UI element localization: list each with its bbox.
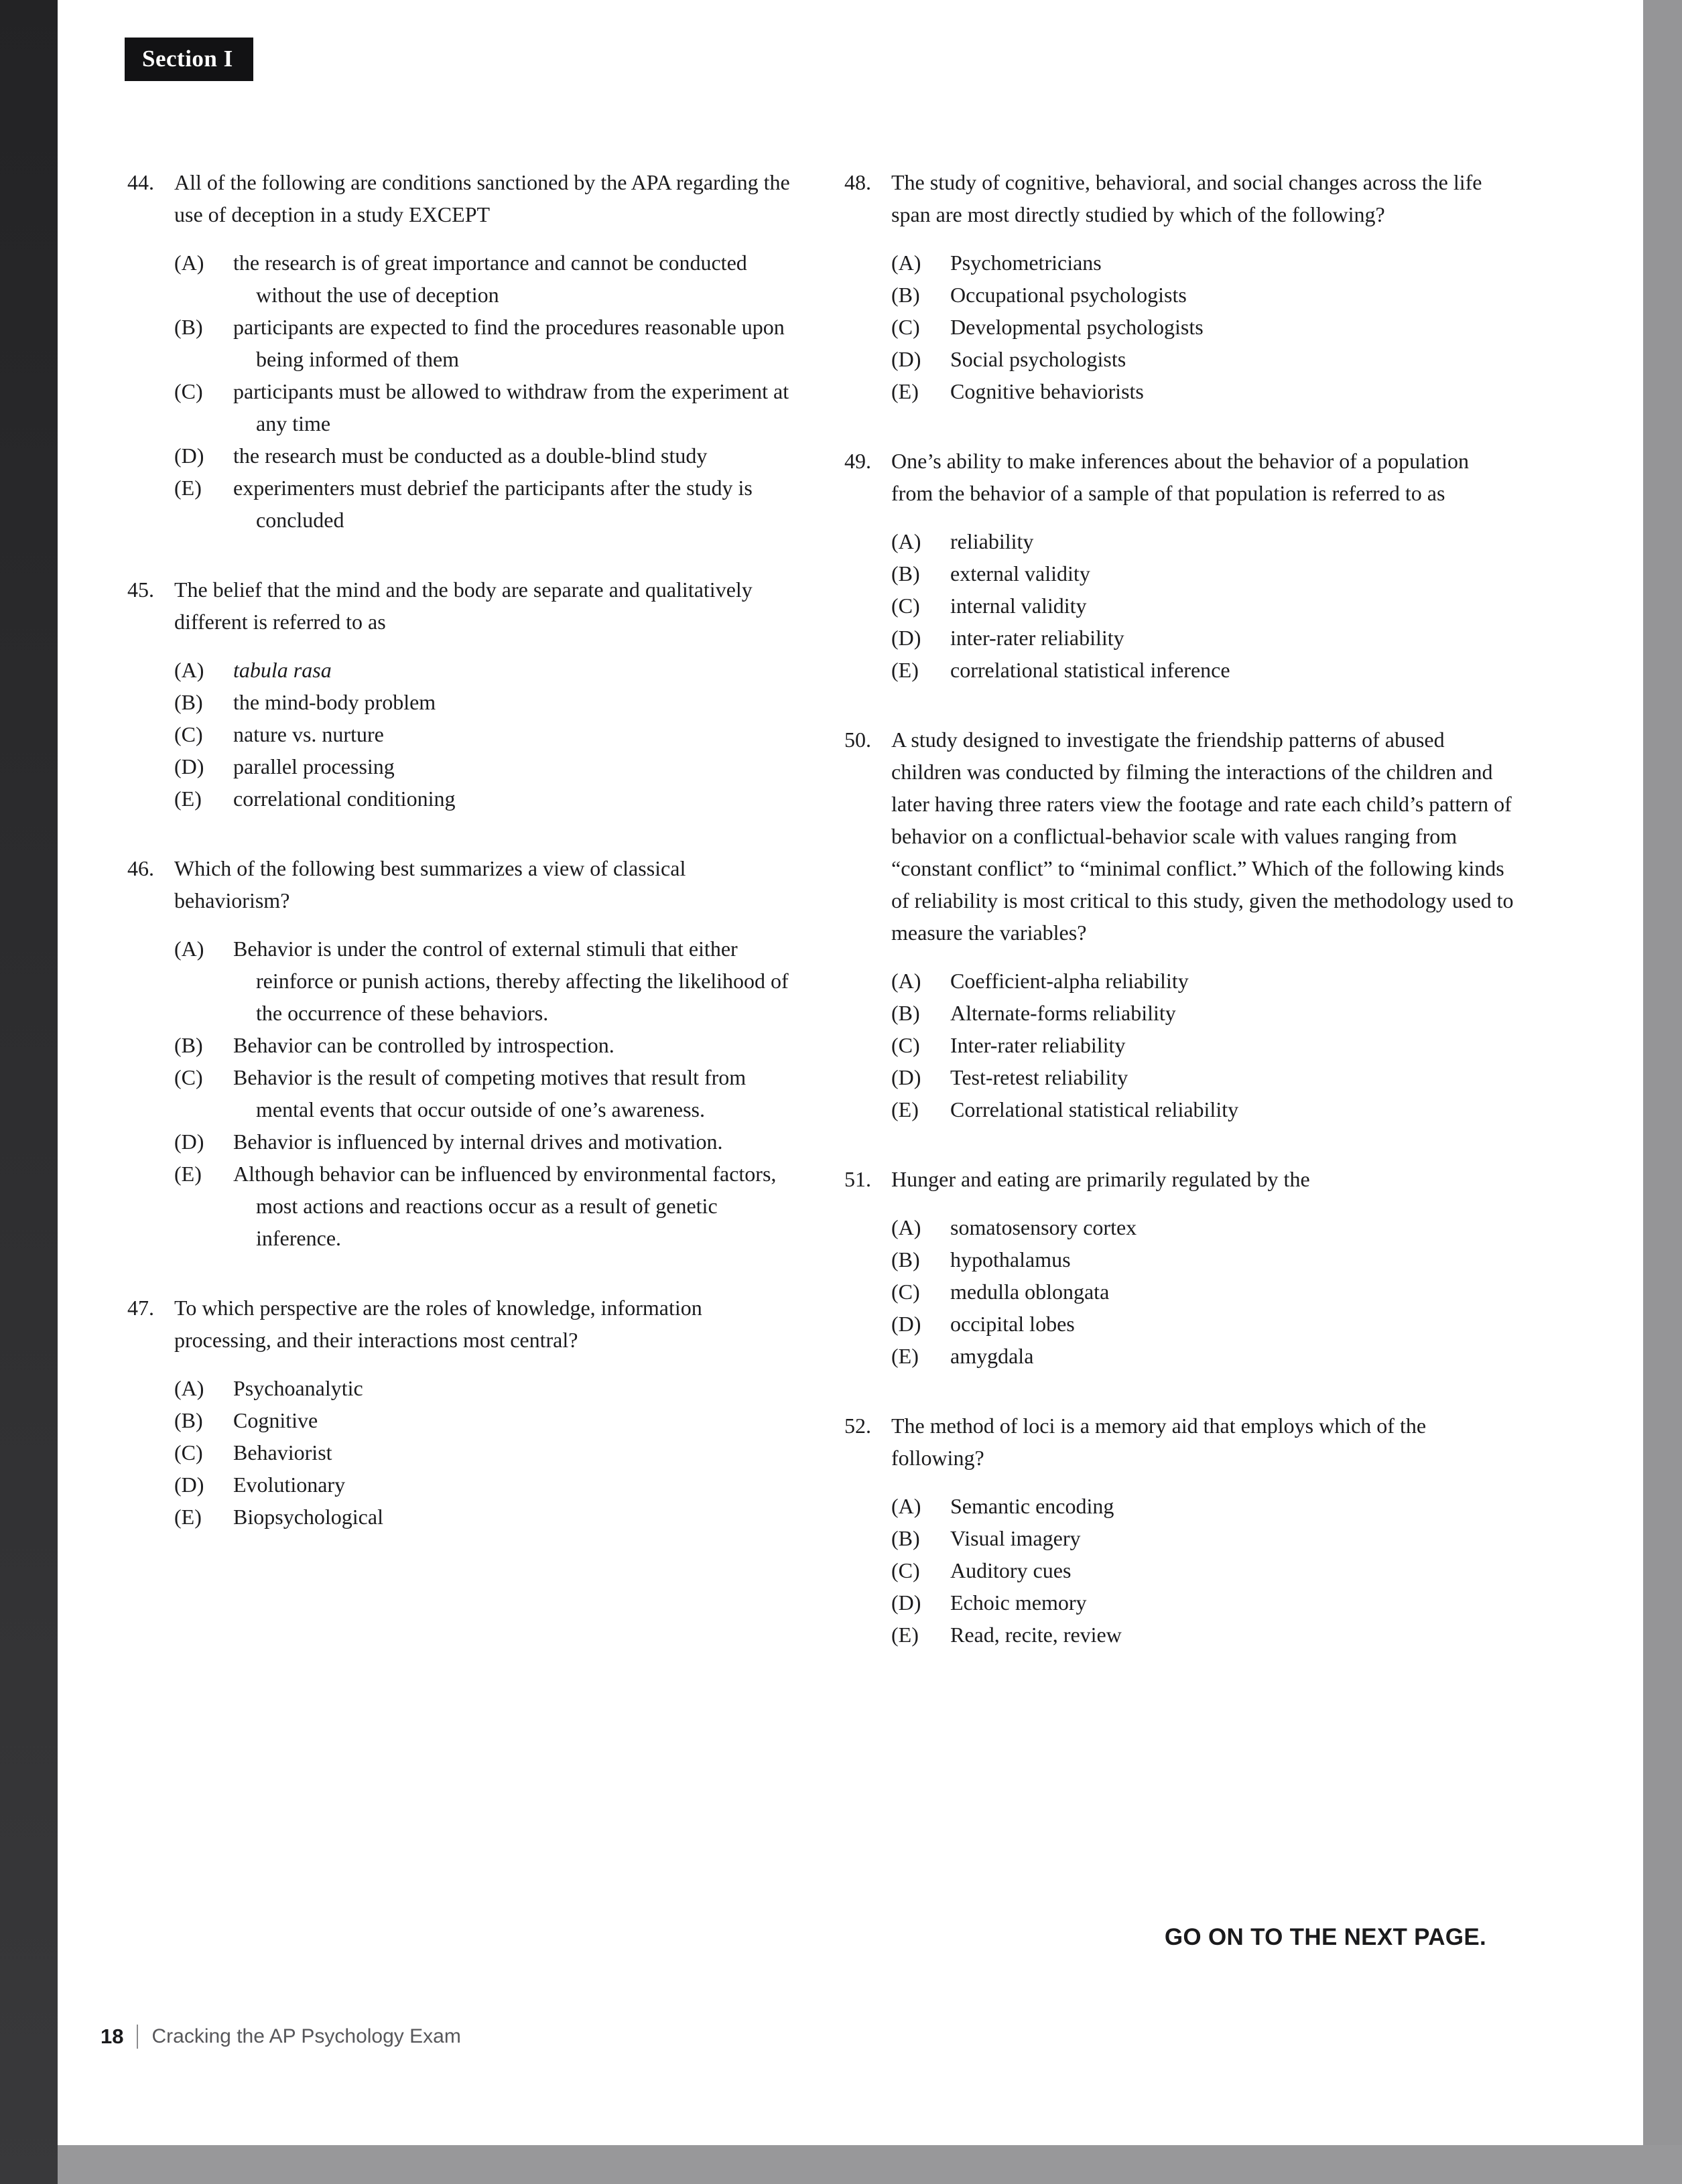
choice-text: medulla oblongata — [950, 1280, 1110, 1304]
choice-letter: (D) — [891, 1590, 921, 1615]
choice-letter: (B) — [891, 1247, 920, 1272]
choice-text: occipital lobes — [950, 1312, 1075, 1336]
answer-choice — [891, 1490, 1516, 1522]
question-stem: A study designed to investigate the friendship patterns of abused children was conducted by filming the interactions of the children and later having three raters view the footage and rate each child’s pattern of behavior on a conflictual-behavior scale with values ranging from “constant conflict” to “minimal conflict.” Which of the following kinds of reliability is most critical to this study, given the methodology used to measure the variables? — [891, 728, 1514, 945]
question-stem: All of the following are conditions sanctioned by the APA regarding the use of deception in a study EXCEPT — [174, 170, 790, 226]
choice-letter: (D) — [891, 1065, 921, 1089]
page-number: 18 — [101, 2025, 124, 2048]
answer-choice — [174, 686, 803, 718]
answer-choice — [891, 1308, 1516, 1340]
choices-list — [174, 933, 803, 1254]
choice-letter: (E) — [174, 1162, 202, 1186]
question-50 — [844, 724, 1516, 1125]
choice-letter: (E) — [174, 787, 202, 811]
question-47 — [127, 1292, 803, 1533]
question-column-right — [844, 166, 1516, 1688]
question-body — [891, 445, 1516, 686]
choice-letter: (B) — [174, 1033, 203, 1057]
choice-letter: (A) — [891, 529, 921, 553]
choice-text: amygdala — [950, 1344, 1034, 1368]
answer-choice — [174, 654, 803, 686]
answer-choice — [891, 279, 1516, 311]
answer-choice — [174, 375, 803, 439]
choice-text: the research must be conducted as a double-blind study — [233, 443, 708, 468]
question-stem: Which of the following best summarizes a view of classical behaviorism? — [174, 856, 686, 912]
choice-letter: (C) — [891, 315, 920, 339]
answer-choice — [174, 1436, 803, 1469]
answer-choice — [174, 1469, 803, 1501]
choice-letter: (E) — [891, 1097, 919, 1121]
answer-choice — [891, 1276, 1516, 1308]
question-48 — [844, 166, 1516, 407]
choice-text: Read, recite, review — [950, 1623, 1122, 1647]
answer-choice — [891, 375, 1516, 407]
choice-letter: (A) — [174, 658, 204, 682]
question-body — [891, 166, 1516, 407]
question-area — [127, 166, 1516, 1688]
question-stem: The belief that the mind and the body are separate and qualitatively different is referred to as — [174, 577, 753, 634]
question-46 — [127, 852, 803, 1254]
choice-text: Occupational psychologists — [950, 283, 1187, 307]
question-51 — [844, 1163, 1516, 1372]
choice-letter: (E) — [891, 658, 919, 682]
answer-choice — [174, 1372, 803, 1404]
answer-choice — [891, 1619, 1516, 1651]
choices-list — [174, 247, 803, 536]
left-edge-bar — [0, 0, 58, 2184]
answer-choice — [891, 622, 1516, 654]
answer-choice — [891, 1243, 1516, 1276]
choice-text: Although behavior can be influenced by environmental factors, most actions and reactions occur as a result of genetic inference. — [233, 1162, 777, 1250]
choice-text: Behavior is the result of competing motives that result from mental events that occur outside of one’s awareness. — [233, 1065, 747, 1121]
question-stem: The method of loci is a memory aid that employs which of the following? — [891, 1414, 1427, 1470]
choice-text: Semantic encoding — [950, 1494, 1114, 1518]
question-number: 50. — [844, 728, 871, 752]
answer-choice — [174, 439, 803, 472]
choice-text: hypothalamus — [950, 1247, 1071, 1272]
question-body — [891, 1410, 1516, 1651]
answer-choice — [891, 557, 1516, 590]
answer-choice — [891, 590, 1516, 622]
question-number: 44. — [127, 170, 154, 194]
choice-text: Developmental psychologists — [950, 315, 1204, 339]
answer-choice — [174, 1404, 803, 1436]
choice-letter: (C) — [891, 594, 920, 618]
choice-text: tabula rasa — [233, 658, 332, 682]
choice-letter: (D) — [174, 1473, 204, 1497]
choice-text: parallel processing — [233, 754, 395, 778]
go-on-notice: GO ON TO THE NEXT PAGE. — [1164, 1924, 1486, 1950]
choice-letter: (A) — [891, 1494, 921, 1518]
choices-list — [891, 1490, 1516, 1651]
choice-letter: (E) — [891, 379, 919, 403]
answer-choice — [174, 1158, 803, 1254]
choices-list — [891, 247, 1516, 407]
answer-choice — [174, 750, 803, 782]
question-number: 49. — [844, 449, 871, 473]
choice-text: Cognitive behaviorists — [950, 379, 1144, 403]
question-52 — [844, 1410, 1516, 1651]
question-body — [891, 724, 1516, 1125]
choice-text: Test-retest reliability — [950, 1065, 1128, 1089]
choice-letter: (D) — [174, 754, 204, 778]
choice-letter: (C) — [891, 1280, 920, 1304]
choice-letter: (B) — [891, 283, 920, 307]
question-stem: One’s ability to make inferences about the behavior of a population from the behavior of a sample of that population is referred to as — [891, 449, 1469, 505]
answer-choice — [891, 1554, 1516, 1586]
choice-letter: (B) — [891, 561, 920, 586]
choice-text: Behavior is under the control of external stimuli that either reinforce or punish actions, thereby affecting the likelihood of the occurrence of these behaviors. — [233, 937, 789, 1025]
choice-letter: (A) — [891, 969, 921, 993]
choice-letter: (C) — [174, 722, 203, 746]
choice-text: external validity — [950, 561, 1090, 586]
answer-choice — [891, 1093, 1516, 1125]
choice-text: Behaviorist — [233, 1440, 332, 1464]
answer-choice — [174, 247, 803, 311]
choice-text: somatosensory cortex — [950, 1215, 1137, 1239]
choice-text: participants are expected to find the procedures reasonable upon being informed of them — [233, 315, 785, 371]
book-title: Cracking the AP Psychology Exam — [151, 2025, 461, 2047]
question-body — [174, 573, 803, 815]
choice-letter: (C) — [174, 1440, 203, 1464]
choices-list — [891, 525, 1516, 686]
answer-choice — [174, 1125, 803, 1158]
answer-choice — [891, 1061, 1516, 1093]
choice-text: Echoic memory — [950, 1590, 1087, 1615]
question-number: 46. — [127, 856, 154, 880]
answer-choice — [891, 965, 1516, 997]
choice-letter: (E) — [891, 1344, 919, 1368]
choice-text: Psychoanalytic — [233, 1376, 363, 1400]
choice-text: Auditory cues — [950, 1558, 1072, 1582]
question-number: 47. — [127, 1296, 154, 1320]
answer-choice — [891, 654, 1516, 686]
choice-letter: (C) — [891, 1033, 920, 1057]
choice-text: Behavior can be controlled by introspection. — [233, 1033, 614, 1057]
answer-choice — [891, 1211, 1516, 1243]
choice-letter: (E) — [891, 1623, 919, 1647]
choice-letter: (B) — [174, 690, 203, 714]
answer-choice — [174, 718, 803, 750]
answer-choice — [891, 1522, 1516, 1554]
question-45 — [127, 573, 803, 815]
choice-text: correlational statistical inference — [950, 658, 1230, 682]
question-number: 45. — [127, 577, 154, 602]
bottom-edge-bar — [58, 2145, 1682, 2184]
choice-letter: (A) — [891, 251, 921, 275]
question-number: 51. — [844, 1167, 871, 1191]
page-footer — [101, 2025, 461, 2049]
right-edge-bar — [1643, 0, 1682, 2184]
choice-letter: (E) — [174, 476, 202, 500]
question-stem: Hunger and eating are primarily regulated by the — [891, 1167, 1310, 1191]
choice-text: Coefficient-alpha reliability — [950, 969, 1189, 993]
question-column-left — [127, 166, 803, 1688]
answer-choice — [891, 343, 1516, 375]
choice-letter: (A) — [891, 1215, 921, 1239]
choices-list — [174, 654, 803, 815]
question-body — [891, 1163, 1516, 1372]
choice-text: Alternate-forms reliability — [950, 1001, 1176, 1025]
answer-choice — [174, 311, 803, 375]
choice-text: Behavior is influenced by internal drives and motivation. — [233, 1130, 723, 1154]
choice-letter: (C) — [174, 1065, 203, 1089]
choice-letter: (D) — [891, 626, 921, 650]
choice-text: reliability — [950, 529, 1034, 553]
choice-text: Biopsychological — [233, 1505, 383, 1529]
question-44 — [127, 166, 803, 536]
choice-text: Correlational statistical reliability — [950, 1097, 1239, 1121]
question-stem: To which perspective are the roles of knowledge, information processing, and their interactions most central? — [174, 1296, 702, 1352]
question-body — [174, 166, 803, 536]
answer-choice — [891, 247, 1516, 279]
choice-letter: (D) — [891, 1312, 921, 1336]
question-number: 48. — [844, 170, 871, 194]
choice-letter: (A) — [174, 251, 204, 275]
choice-letter: (C) — [174, 379, 203, 403]
question-49 — [844, 445, 1516, 686]
answer-choice — [891, 311, 1516, 343]
choice-letter: (B) — [174, 315, 203, 339]
choice-text: the research is of great importance and cannot be conducted without the use of deception — [233, 251, 747, 307]
choice-letter: (D) — [174, 443, 204, 468]
choice-text: correlational conditioning — [233, 787, 456, 811]
answer-choice — [174, 933, 803, 1029]
choice-letter: (A) — [174, 1376, 204, 1400]
choices-list — [174, 1372, 803, 1533]
choice-text: participants must be allowed to withdraw from the experiment at any time — [233, 379, 789, 435]
answer-choice — [174, 1061, 803, 1125]
choice-letter: (D) — [174, 1130, 204, 1154]
choice-text: Inter-rater reliability — [950, 1033, 1126, 1057]
choice-text: Visual imagery — [950, 1526, 1081, 1550]
answer-choice — [174, 472, 803, 536]
choice-letter: (C) — [891, 1558, 920, 1582]
choice-text: internal validity — [950, 594, 1087, 618]
choice-letter: (B) — [891, 1526, 920, 1550]
answer-choice — [174, 1501, 803, 1533]
choice-letter: (A) — [174, 937, 204, 961]
choice-text: Psychometricians — [950, 251, 1102, 275]
choice-text: experimenters must debrief the participants after the study is concluded — [233, 476, 753, 532]
answer-choice — [174, 1029, 803, 1061]
question-body — [174, 852, 803, 1254]
choice-letter: (B) — [891, 1001, 920, 1025]
choice-letter: (B) — [174, 1408, 203, 1432]
answer-choice — [891, 1029, 1516, 1061]
answer-choice — [174, 782, 803, 815]
choice-letter: (D) — [891, 347, 921, 371]
question-body — [174, 1292, 803, 1533]
answer-choice — [891, 1586, 1516, 1619]
choice-text: Evolutionary — [233, 1473, 346, 1497]
choices-list — [891, 1211, 1516, 1372]
footer-divider — [137, 2025, 138, 2049]
choice-text: the mind-body problem — [233, 690, 436, 714]
answer-choice — [891, 525, 1516, 557]
answer-choice — [891, 997, 1516, 1029]
choices-list — [891, 965, 1516, 1125]
choice-text: Cognitive — [233, 1408, 318, 1432]
answer-choice — [891, 1340, 1516, 1372]
section-badge: Section I — [125, 38, 253, 81]
question-stem: The study of cognitive, behavioral, and social changes across the life span are most directly studied by which of the following? — [891, 170, 1482, 226]
choice-text: Social psychologists — [950, 347, 1126, 371]
question-number: 52. — [844, 1414, 871, 1438]
choice-text: nature vs. nurture — [233, 722, 384, 746]
choice-letter: (E) — [174, 1505, 202, 1529]
choice-text: inter-rater reliability — [950, 626, 1124, 650]
